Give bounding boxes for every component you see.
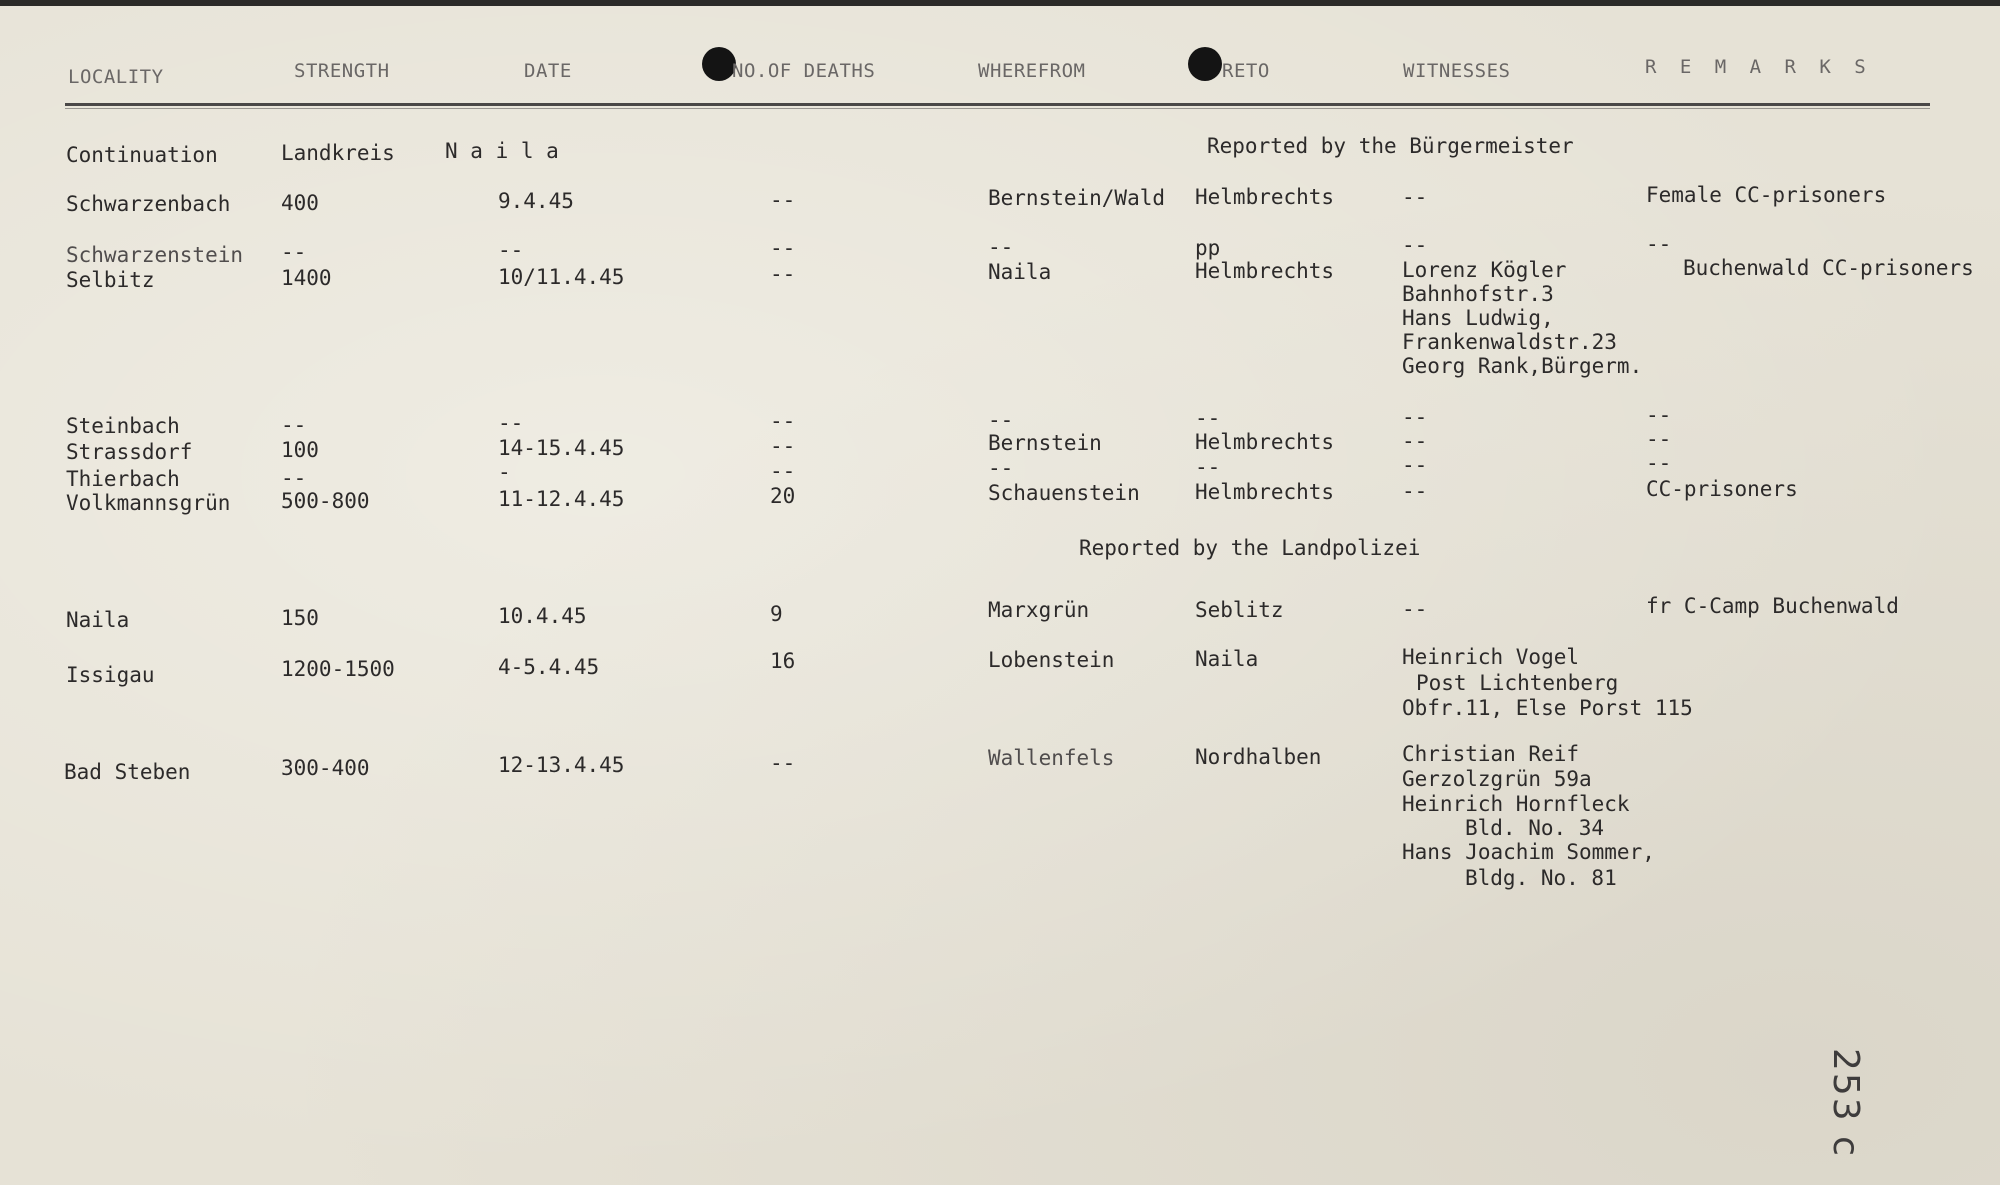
locality-cell: Issigau [66,663,155,687]
witnesses-cell: -- [1402,597,1428,621]
deaths-cell: -- [770,236,796,260]
strength-cell: -- [281,466,307,490]
strength-cell: 300-400 [281,756,370,780]
strength-cell: 1400 [281,266,332,290]
section-landpolizei: Reported by the Landpolizei [1079,536,1421,560]
wherefrom-cell: Naila [988,260,1052,284]
locality-cell: Schwarzenbach [66,192,231,216]
whereto-cell: Seblitz [1195,598,1284,622]
remarks-cell: -- [1646,451,1672,475]
header-remarks: R E M A R K S [1645,56,1872,78]
whereto-cell: Nordhalben [1195,745,1322,769]
witness-line: Bld. No. 34 [1465,816,1605,840]
witness-line: Gerzolzgrün 59a [1402,767,1592,791]
date-cell: 10.4.45 [498,604,587,628]
deaths-cell: -- [770,459,796,483]
header-date: DATE [524,60,572,82]
header-witnesses: WITNESSES [1403,60,1511,82]
strength-cell: 500-800 [281,489,370,513]
locality-cell: Naila [66,608,130,632]
witness-line: Georg Rank,Bürgerm. [1402,354,1643,378]
strength-cell: -- [281,240,307,264]
wherefrom-cell: Marxgrün [988,598,1090,622]
date-cell: 10/11.4.45 [498,265,625,289]
witness-line: Bahnhofstr.3 [1402,282,1554,306]
wherefrom-cell: -- [988,235,1014,259]
section-buergermeister: Reported by the Bürgermeister [1207,134,1574,158]
witness-line: Frankenwaldstr.23 [1402,330,1617,354]
date-cell: 12-13.4.45 [498,753,625,777]
witness-line: Obfr.11, Else Porst 115 [1402,696,1693,720]
strength-cell: 150 [281,606,319,630]
date-cell: -- [498,411,524,435]
locality-cell: Volkmannsgrün [66,491,231,515]
date-cell: 9.4.45 [498,189,574,213]
remarks-cell: fr C-Camp Buchenwald [1646,594,1899,618]
witnesses-cell: -- [1402,453,1428,477]
strength-cell: 400 [281,191,319,215]
wherefrom-cell: Schauenstein [988,481,1140,505]
header-whereto: RETO [1222,60,1270,82]
locality-cell: Thierbach [66,467,180,491]
remarks-cell: Buchenwald CC-prisoners [1683,256,1974,280]
date-cell: 11-12.4.45 [498,487,625,511]
header-locality: LOCALITY [68,66,164,88]
wherefrom-cell: Wallenfels [988,746,1115,770]
continuation-landkreis: Landkreis [281,141,395,165]
witnesses-cell: -- [1402,429,1428,453]
whereto-cell: Helmbrechts [1195,480,1335,504]
witness-line: Hans Joachim Sommer, [1402,840,1655,864]
wherefrom-cell: Bernstein/Wald [988,186,1166,210]
deaths-cell: -- [770,434,796,458]
witnesses-cell: -- [1402,233,1428,257]
witness-line: Christian Reif [1402,742,1580,766]
locality-cell: Selbitz [66,268,155,292]
wherefrom-cell: -- [988,456,1014,480]
wherefrom-cell: Bernstein [988,431,1102,455]
witnesses-cell: -- [1402,405,1428,429]
witnesses-cell: -- [1402,479,1428,503]
remarks-cell: -- [1646,232,1672,256]
whereto-cell: -- [1195,455,1221,479]
wherefrom-cell: -- [988,408,1014,432]
card-number-stamp: 253 c [1825,1048,1866,1158]
deaths-cell: -- [770,409,796,433]
header-strength: STRENGTH [294,60,390,82]
whereto-cell: Helmbrechts [1195,430,1335,454]
whereto-cell: pp [1195,236,1221,260]
whereto-cell: Helmbrechts [1195,185,1335,209]
punch-hole-left [702,47,736,81]
whereto-cell: -- [1195,406,1221,430]
header-rule [65,103,1930,106]
witness-line: Heinrich Vogel [1402,645,1580,669]
deaths-cell: 16 [770,649,796,673]
header-deaths: NO.OF DEATHS [732,60,876,82]
witness-line: Post Lichtenberg [1416,671,1619,695]
punch-hole-right [1188,47,1222,81]
remarks-cell: CC-prisoners [1646,477,1798,501]
date-cell: 14-15.4.45 [498,436,625,460]
date-cell: 4-5.4.45 [498,655,600,679]
remarks-cell: -- [1646,403,1672,427]
locality-cell: Strassdorf [66,440,193,464]
whereto-cell: Helmbrechts [1195,259,1335,283]
header-wherefrom: WHEREFROM [978,60,1086,82]
deaths-cell: 9 [770,602,783,626]
date-cell: -- [498,238,524,262]
witness-line: Heinrich Hornfleck [1402,792,1630,816]
strength-cell: 100 [281,438,319,462]
date-cell: - [498,460,511,484]
witness-line: Bldg. No. 81 [1465,866,1617,890]
witness-line: Lorenz Kögler [1402,258,1567,282]
whereto-cell: Naila [1195,647,1259,671]
remarks-cell: Female CC-prisoners [1646,183,1887,207]
deaths-cell: 20 [770,484,796,508]
continuation-name: N a i l a [445,139,559,163]
card-top-edge [0,0,2000,6]
deaths-cell: -- [770,262,796,286]
locality-cell: Schwarzenstein [66,243,244,267]
wherefrom-cell: Lobenstein [988,648,1115,672]
strength-cell: 1200-1500 [281,657,395,681]
continuation-label: Continuation [66,143,218,167]
remarks-cell: -- [1646,427,1672,451]
header-rule-thin [65,108,1930,109]
locality-cell: Bad Steben [64,760,191,784]
locality-cell: Steinbach [66,414,180,438]
witness-line: Hans Ludwig, [1402,306,1554,330]
deaths-cell: -- [770,188,796,212]
strength-cell: -- [281,413,307,437]
deaths-cell: -- [770,751,796,775]
witnesses-cell: -- [1402,185,1428,209]
